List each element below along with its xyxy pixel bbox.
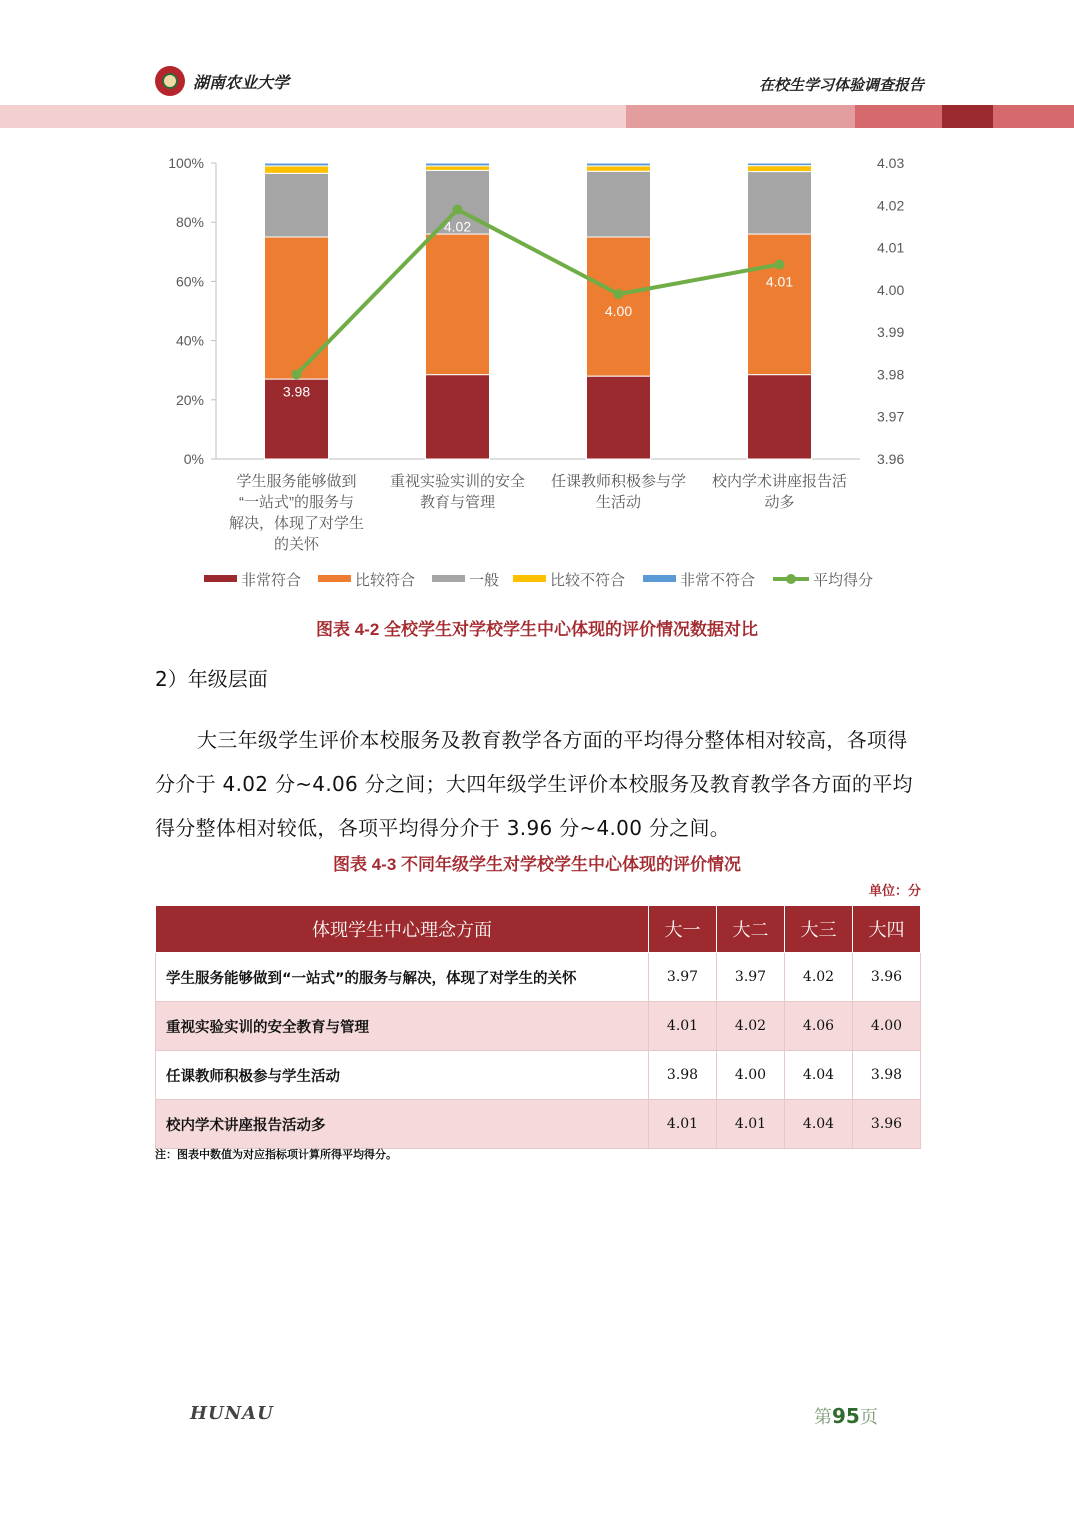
legend-label: 一般 (469, 572, 500, 589)
average-score-point (453, 205, 463, 215)
y2-tick-label: 4.02 (877, 197, 905, 214)
y-tick-label: 0% (183, 451, 204, 467)
x-category-label: 教育与管理 (419, 494, 496, 511)
bar-segment (748, 375, 812, 459)
x-category-label: 的关怀 (273, 536, 320, 553)
page-prefix: 第 (814, 1407, 832, 1428)
legend-label: 非常不符合 (680, 572, 756, 589)
header-band-segment (855, 105, 942, 128)
table-cell-score: 3.98 (853, 1051, 921, 1100)
table-cell-score: 4.00 (717, 1051, 785, 1100)
y-tick-label: 20% (175, 391, 204, 408)
bar-segment (748, 234, 812, 375)
table-row (156, 1051, 921, 1100)
table-cell-score: 4.01 (717, 1100, 785, 1149)
bar-segment (748, 163, 812, 166)
x-category-label: “一站式”的服务与 (239, 494, 354, 511)
table-row (156, 953, 921, 1002)
table-cell-score: 3.96 (853, 953, 921, 1002)
table-cell-score: 4.04 (785, 1100, 853, 1149)
average-score-point (292, 369, 302, 379)
table-cell-score: 3.96 (853, 1100, 921, 1149)
y2-tick-label: 3.97 (877, 408, 905, 425)
table-header-cell: 体现学生中心理念方面 (156, 906, 649, 953)
table-cell-aspect: 校内学术讲座报告活动多 (156, 1100, 649, 1149)
legend-label: 比较符合 (355, 572, 416, 589)
section-heading: 2）年级层面 (155, 667, 268, 691)
legend-swatch (643, 575, 676, 582)
footer-brand: HUNAU (190, 1403, 274, 1424)
table-cell-aspect: 学生服务能够做到“一站式”的服务与解决，体现了对学生的关怀 (156, 953, 649, 1002)
university-name: 湖南农业大学 (193, 72, 290, 92)
average-score-line (297, 210, 780, 375)
table-header-cell: 大三 (785, 906, 853, 953)
x-category-label: 学生服务能够做到 (236, 473, 357, 490)
x-category-label: 校内学术讲座报告活 (711, 473, 848, 490)
y-tick-label: 60% (175, 273, 204, 290)
table-header-cell: 大二 (717, 906, 785, 953)
y2-tick-label: 3.96 (877, 451, 905, 467)
bar-segment (265, 173, 329, 237)
bar-segment (426, 375, 490, 459)
figure-caption: 图表 4-2 全校学生对学校学生中心体现的评价情况数据对比 (315, 620, 758, 639)
y2-tick-label: 4.00 (877, 281, 905, 298)
table-header-row (156, 906, 921, 953)
x-category-label: 重视实验实训的安全 (389, 473, 526, 490)
header-band-segment (942, 105, 993, 128)
table-cell-score: 3.98 (649, 1051, 717, 1100)
table-note: 注：图表中数值为对应指标项计算所得平均得分。 (155, 1148, 397, 1161)
legend-swatch (432, 575, 465, 582)
header-band-segment (0, 105, 626, 128)
legend-label: 非常符合 (241, 572, 302, 589)
table-cell-score: 4.01 (649, 1100, 717, 1149)
header-band-segment (626, 105, 855, 128)
table-caption: 图表 4-3 不同年级学生对学校学生中心体现的评价情况 (332, 855, 741, 874)
average-score-data-label: 4.02 (443, 218, 472, 235)
y2-tick-label: 3.98 (877, 366, 905, 383)
x-category-label: 解决，体现了对学生 (228, 515, 365, 532)
table-cell-score: 4.00 (853, 1002, 921, 1051)
table-cell-aspect: 任课教师积极参与学生活动 (156, 1051, 649, 1100)
x-category-label: 任课教师积极参与学 (550, 473, 687, 490)
bar-segment (426, 163, 490, 166)
legend-label: 比较不符合 (550, 572, 626, 589)
body-paragraph: 大三年级学生评价本校服务及教育教学各方面的平均得分整体相对较高，各项得分介于 4.02 分~4.06 分之间；大四年级学生评价本校服务及教育教学各方面的平均得分整体相对较低，各项平均得分介于 3.96 分~4.00 分之间。 (155, 728, 913, 840)
page-suffix: 页 (859, 1407, 878, 1428)
legend-swatch (204, 575, 237, 582)
average-score-point (775, 259, 785, 269)
table-cell-score: 3.97 (717, 953, 785, 1002)
stacked-bar-line-chart (0, 140, 1074, 610)
bar-segment (426, 234, 490, 375)
y-tick-label: 80% (175, 214, 204, 231)
bar-segment (265, 166, 329, 173)
legend-swatch (318, 575, 351, 582)
table-row (156, 1100, 921, 1149)
y2-tick-label: 4.01 (877, 239, 905, 256)
legend-label: 平均得分 (813, 572, 874, 589)
average-score-data-label: 3.98 (282, 383, 311, 400)
legend-swatch (513, 575, 546, 582)
table-header-cell: 大一 (649, 906, 717, 953)
x-category-label: 动多 (764, 494, 795, 511)
table-cell-score: 4.06 (785, 1002, 853, 1051)
grade-score-table (155, 905, 921, 1149)
university-logo-icon (155, 66, 185, 96)
table-cell-aspect: 重视实验实训的安全教育与管理 (156, 1002, 649, 1051)
bar-segment (587, 166, 651, 171)
table-row (156, 1002, 921, 1051)
page-number-label (814, 1403, 878, 1429)
bar-segment (587, 171, 651, 237)
table-unit: 单位：分 (868, 884, 921, 899)
table-cell-score: 4.04 (785, 1051, 853, 1100)
bar-segment (265, 237, 329, 379)
table-header-cell: 大四 (853, 906, 921, 953)
bar-segment (587, 163, 651, 166)
y2-tick-label: 4.03 (877, 155, 905, 171)
bar-segment (265, 163, 329, 166)
x-category-label: 生活动 (595, 494, 642, 511)
y-tick-label: 100% (168, 155, 204, 171)
y2-tick-label: 3.99 (877, 324, 905, 341)
header-band-segment (993, 105, 1074, 128)
average-score-point (614, 289, 624, 299)
legend-swatch-marker (786, 574, 796, 584)
y-tick-label: 40% (175, 332, 204, 349)
bar-segment (426, 166, 490, 170)
header-brand (155, 66, 289, 96)
page-number: 95 (832, 1404, 860, 1428)
table-cell-score: 4.02 (717, 1002, 785, 1051)
report-title: 在校生学习体验调查报告 (758, 76, 924, 94)
average-score-data-label: 4.00 (604, 303, 633, 320)
bar-segment (748, 166, 812, 172)
bar-segment (748, 172, 812, 234)
table-cell-score: 3.97 (649, 953, 717, 1002)
table-cell-score: 4.02 (785, 953, 853, 1002)
table-cell-score: 4.01 (649, 1002, 717, 1051)
bar-segment (587, 376, 651, 459)
average-score-data-label: 4.01 (765, 273, 794, 290)
